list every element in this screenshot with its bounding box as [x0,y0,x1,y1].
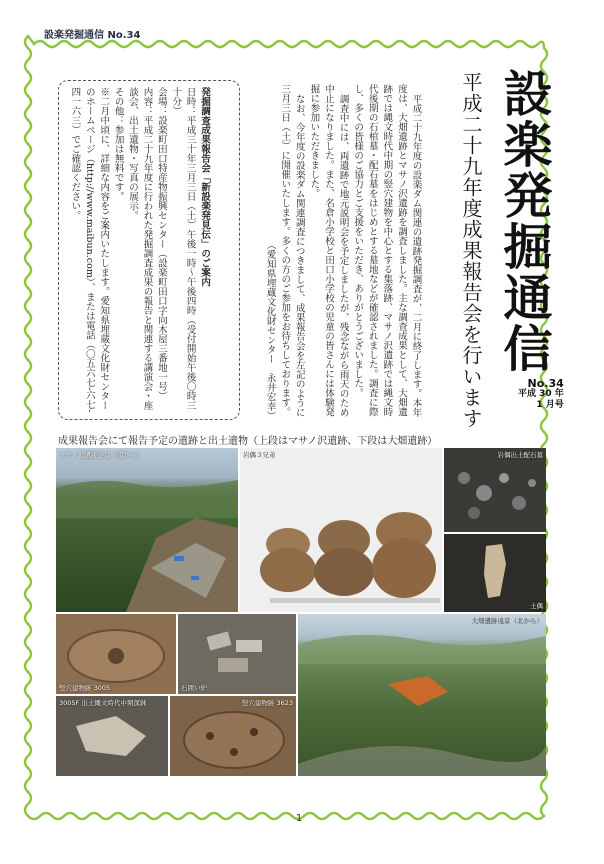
page-number: 1 [296,813,303,824]
photo-label: 土偶 [530,602,543,610]
notice-title: 発掘調査成果報告会「新設楽発見伝」のご案内 [199,87,211,287]
photo-label: 竪穴建物跡 3005 [59,684,111,692]
photo-clay-figurine [444,534,546,612]
event-notice-box [58,80,240,420]
photo-label: 石囲い炉 [181,684,207,692]
figurines-illustration [240,448,442,612]
notice-line: その他：参加は無料です。 [112,87,124,201]
issue-info [518,378,564,411]
article-paragraph: 調査中には、両遺跡で地元説明会を予定しましたが、残念ながら雨天のため中止になりました。また、名倉小学校と田口小学校の児童の皆さんには体験発掘に参加いただきました。 [308,84,349,417]
photo-pit-dwelling-3623 [170,696,296,776]
photo-label: 岩偶３兄弟 [243,451,276,459]
article-body [262,84,423,420]
stone-grave-illustration [444,448,546,532]
photo-jomon-pottery [56,696,168,776]
issue-month: 1 月号 [536,400,564,410]
masthead-title: 設楽発掘通信 [496,68,553,374]
forest-landscape-illustration [56,448,238,612]
photo-pit-dwelling-3005 [56,614,176,694]
photo-stone-figurines [240,448,442,612]
article-paragraph: なお、今年度の設楽ダム関連調査につきまして、成果報告会を左記のように三月三日（土）に開催いたします。多くの方のご参加をお待ちしております。 [279,84,305,417]
photo-obata-site-distant [298,614,546,776]
stone-hearth-illustration [178,614,296,694]
article-signature: （愛知県埋蔵文化財センター 永井宏幸） [264,239,276,420]
pit-dwelling-3623-illustration [170,696,296,776]
photo-label: 大畑遺跡遠景（北から） [471,617,543,625]
photo-stone-grave [444,448,546,532]
photo-label: 岩偶出土配石墓 [497,451,543,459]
valley-landscape-illustration [298,614,546,776]
notice-line: 会場：設楽町田口特産物振興センター（設楽町田口字向木屋三番地一号） [155,87,167,401]
notice-line: 日時：平成三十年三月三日（土）午後一時～午後四時（受付開始午後〇時三十分） [170,87,196,410]
photo-masano-site-overview [56,448,238,612]
masthead-subtitle: 平成二十九年度成果報告会を行います [459,72,483,429]
photo-caption: 成果報告会にて報告予定の遺跡と出土遺物（上段はマサノ沢遺跡、下段は大畑遺跡） [58,436,438,447]
issue-number: No.34 [527,377,564,390]
photo-stone-hearth [178,614,296,694]
photo-label: マサノ沢遺跡全景（南から） [59,451,144,459]
running-header: 設楽発掘通信 No.34 [44,30,141,41]
pottery-illustration [56,696,168,776]
photo-label: 3005F 出土縄文時代中期深鉢 [59,699,147,707]
pit-dwelling-illustration [56,614,176,694]
issue-year: 平成 30 年 [518,389,564,399]
article-paragraph: 平成二十九年度の設楽ダム関連の遺跡発掘調査が、二月に終了します。本年度は、大畑遺跡とマサノ沢遺跡を調査しました。主な調査成果として、大畑遺跡では縄文時代中期の竪穴建物を中心とする集落跡、マサノ沢遺跡では縄文時代後期の石棺墓・配石墓をはじめとする墓地などが確認されました。調査に際し、多くの皆様のご協力とご支援をいただき、ありがとうございました。 [352,84,422,417]
photo-label: 竪穴建物跡 3623 [241,699,293,707]
notice-line: 内容：平成二十九年度に行われた発掘調査成果の報告と関連する講演会・座談会、出土遺物・写真の展示。 [127,87,153,410]
notice-line: ※二月中頃に、詳細な内容をご案内いたします。愛知県埋蔵文化財センターのホームページ（http://www.maibun.com）、または電話（〇五六七-六七-四一六三）でご確認ください。 [69,87,110,413]
